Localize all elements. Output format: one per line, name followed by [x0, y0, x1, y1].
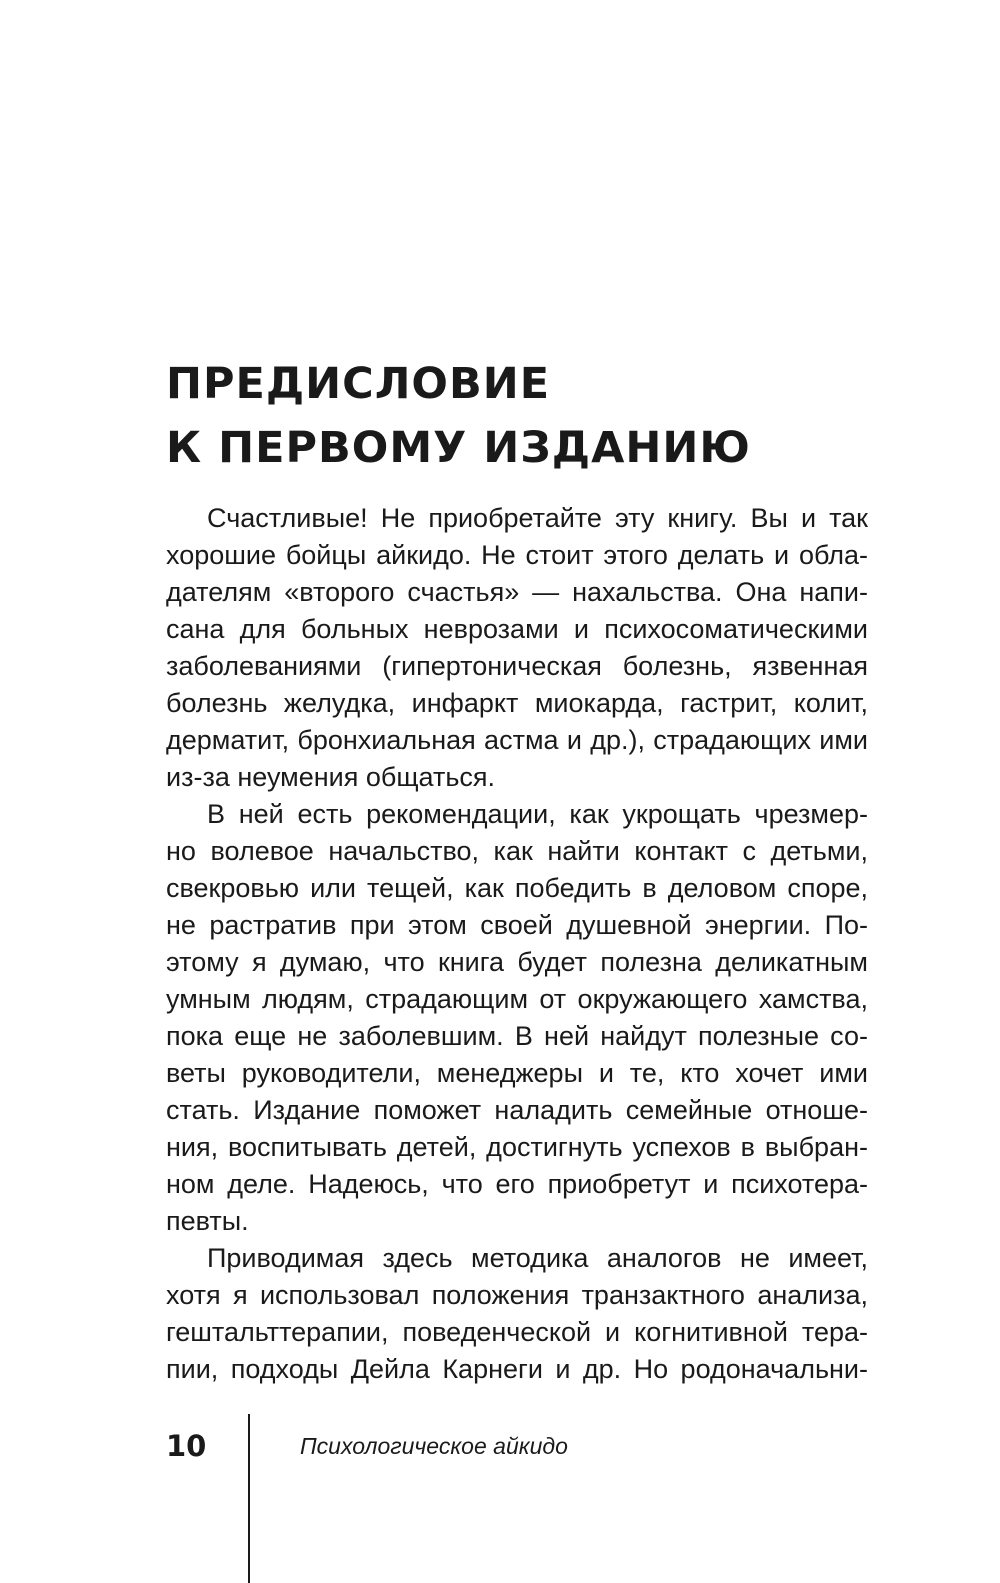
- footer-divider: [248, 1414, 250, 1583]
- chapter-heading-line-2: К ПЕРВОМУ ИЗДАНИЮ: [166, 423, 751, 473]
- text-line: певты.: [166, 1206, 249, 1236]
- text-line: пии, подходы Дейла Карнеги и др. Но родоначальни-: [166, 1354, 868, 1384]
- text-line: Счастливые! Не приобретайте эту книгу. Вы и так: [207, 503, 868, 533]
- text-line: Приводимая здесь методика аналогов не имеет,: [207, 1243, 868, 1273]
- text-line: веты руководители, менеджеры и те, кто хочет ими: [166, 1058, 868, 1088]
- running-title: Психологическое айкидо: [300, 1433, 568, 1459]
- text-line: сана для больных неврозами и психосоматическими: [166, 614, 868, 644]
- text-line: пока еще не заболевшим. В ней найдут полезные со-: [166, 1021, 868, 1051]
- text-line: не растратив при этом своей душевной энергии. По-: [166, 910, 868, 940]
- text-line: заболеваниями (гипертоническая болезнь, язвенная: [166, 651, 868, 681]
- text-line: из-за неумения общаться.: [166, 762, 496, 792]
- text-line: умным людям, страдающим от окружающего хамства,: [166, 984, 868, 1014]
- text-line: гештальттерапии, поведенческой и когнитивной тера-: [166, 1317, 868, 1347]
- paragraph-1: [166, 500, 868, 796]
- text-line: хотя я использовал положения транзактного анализа,: [166, 1280, 868, 1310]
- text-line: но волевое начальство, как найти контакт с детьми,: [166, 836, 868, 866]
- text-line: болезнь желудка, инфаркт миокарда, гастрит, колит,: [166, 688, 868, 718]
- body-text: [166, 500, 868, 1388]
- text-line: дателям «второго счастья» — нахальства. Она напи-: [166, 577, 868, 607]
- text-line: этому я думаю, что книга будет полезна деликатным: [166, 947, 868, 977]
- paragraph-2: [166, 796, 868, 1240]
- chapter-heading: [166, 352, 886, 480]
- text-line: свекровью или тещей, как победить в деловом споре,: [166, 873, 868, 903]
- text-line: ния, воспитывать детей, достигнуть успехов в выбран-: [166, 1132, 868, 1162]
- chapter-heading-line-1: ПРЕДИСЛОВИЕ: [166, 359, 551, 409]
- text-line: В ней есть рекомендации, как укрощать чрезмер-: [207, 799, 868, 829]
- text-line: хорошие бойцы айкидо. Не стоит этого делать и обла-: [166, 540, 868, 570]
- page-number: 10: [166, 1429, 207, 1463]
- text-line: стать. Издание поможет наладить семейные отноше-: [166, 1095, 868, 1125]
- text-line: дерматит, бронхиальная астма и др.), страдающих ими: [166, 725, 868, 755]
- paragraph-3: [166, 1240, 868, 1388]
- text-line: ном деле. Надеюсь, что его приобретут и психотера-: [166, 1169, 868, 1199]
